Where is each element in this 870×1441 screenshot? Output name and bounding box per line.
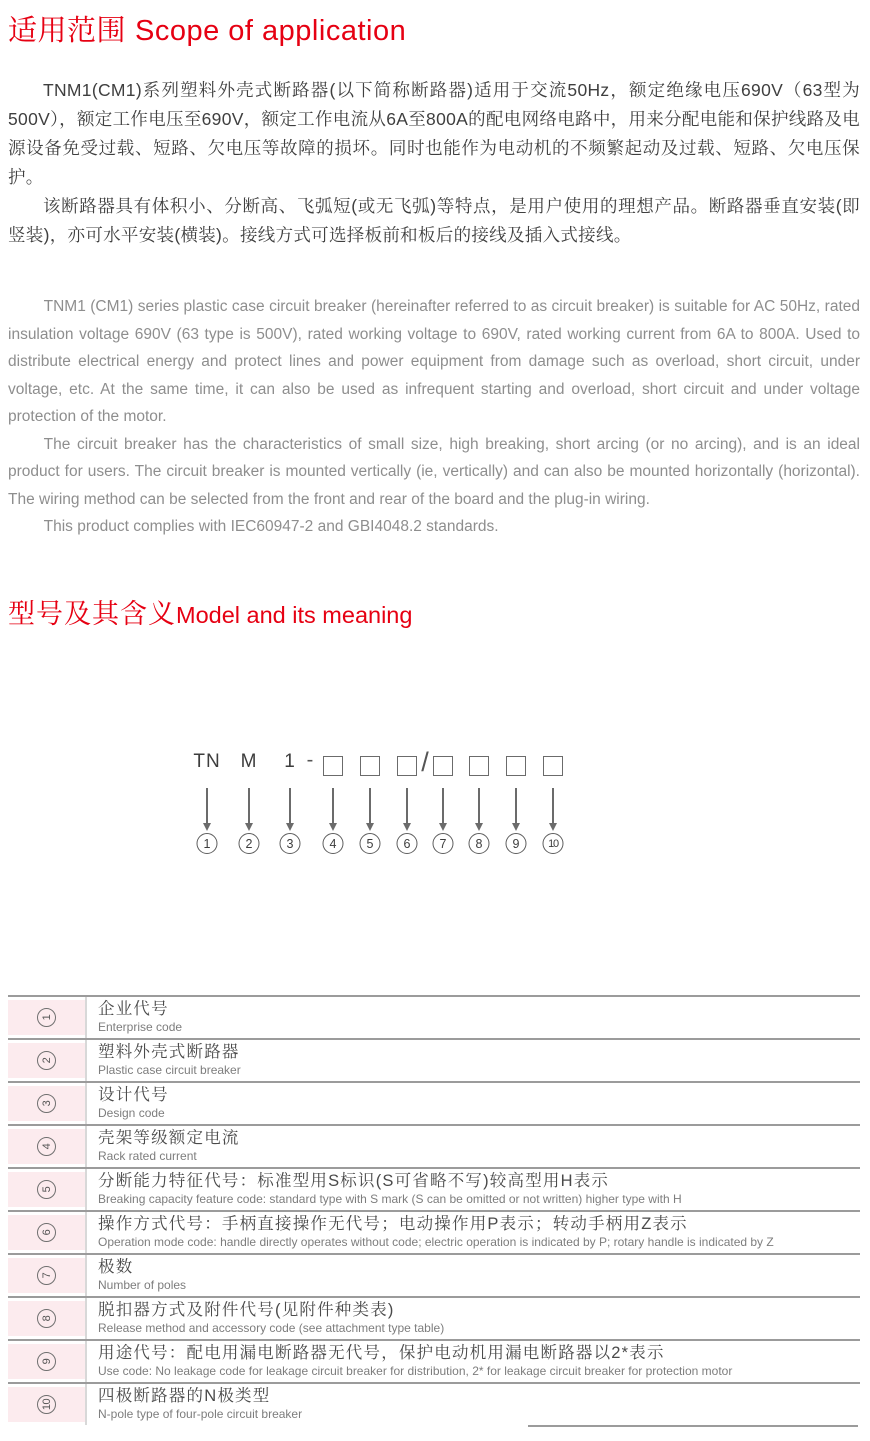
table-row [8,1253,860,1296]
table-row [8,1210,860,1253]
row-text-en: Enterprise code [98,1020,183,1034]
code-position [423,745,463,860]
code-prefix-text: M [240,751,258,772]
row-text-zh: 脱扣器方式及附件代号(见附件种类表) [98,1301,395,1319]
row-text-zh: 塑料外壳式断路器 [98,1043,240,1061]
zh-paragraph: 该断路器具有体积小、分断高、飞弧短(或无飞弧)等特点，是用户使用的理想产品。断路器垂直安装(即竖装)，亦可水平安装(横装)。接线方式可选择板前和板后的接线及插入式接线。 [8,196,860,245]
code-prefix-text: TN [193,751,221,772]
table-row [8,1081,860,1124]
row-number-cell [8,1344,85,1379]
section-title-model [8,592,412,631]
row-callout-number: 8 [37,1309,56,1328]
code-box [469,756,489,776]
row-number-cell [8,1301,85,1336]
down-arrow-icon [439,788,447,831]
row-callout-number: 6 [37,1223,56,1242]
row-callout-number: 7 [37,1266,56,1285]
row-callout-number: 9 [37,1352,56,1371]
row-number-cell [8,1129,85,1164]
code-box [543,756,563,776]
row-callout-number: 3 [37,1094,56,1113]
table-row [8,1296,860,1339]
callout-number: 9 [506,833,527,854]
row-description-cell [98,1341,860,1382]
slash-separator: / [421,747,429,777]
row-description-cell [98,1255,860,1296]
table-row [8,1167,860,1210]
en-paragraph: TNM1 (CM1) series plastic case circuit breaker (hereinafter referred to as circuit breaker) is suitable for AC 50Hz, rated insulation voltage 690V (63 type is 500V), rated working voltage to 690V, rated working current from 6A to 800A. Used to distribute electrical energy and protect lines and power equipment from damage such as overload, short circuit, under voltage, etc. At the same time, it can also be used as infrequent starting and overload, short circuit and under voltage protection of the motor. [8,298,860,425]
row-text-zh: 企业代号 [98,1000,169,1018]
down-arrow-icon [475,788,483,831]
callout-number: 2 [239,833,260,854]
callout-number: 4 [323,833,344,854]
row-text-en: Plastic case circuit breaker [98,1063,241,1077]
row-callout-number: 5 [37,1180,56,1199]
callout-number: 10 [543,833,564,854]
row-callout-number: 1 [37,1008,56,1027]
model-code-table [8,995,860,1427]
down-arrow-icon [512,788,520,831]
row-text-zh: 四极断路器的N极类型 [98,1387,271,1405]
callout-number: 8 [469,833,490,854]
code-position [350,745,390,860]
code-position [313,745,353,860]
row-text-zh: 用途代号：配电用漏电断路器无代号，保护电动机用漏电断路器以2*表示 [98,1344,665,1362]
row-text-zh: 壳架等级额定电流 [98,1129,240,1147]
row-description-cell [98,1384,860,1425]
row-number-cell [8,1172,85,1207]
row-callout-number: 4 [37,1137,56,1156]
section-title-model-en: Model and its meaning [176,602,413,628]
code-box [360,756,380,776]
section-title-scope-zh: 适用范围 [8,15,127,47]
down-arrow-icon [329,788,337,831]
row-description-cell [98,1126,860,1167]
table-row [8,1124,860,1167]
callout-number: 7 [433,833,454,854]
code-position [496,745,536,860]
section-title-model-zh: 型号及其含义 [8,599,176,629]
row-description-cell [98,1169,860,1210]
row-description-cell [98,1298,860,1339]
down-arrow-icon [549,788,557,831]
callout-number: 6 [397,833,418,854]
code-position [533,745,573,860]
row-text-en: Release method and accessory code (see attachment type table) [98,1321,445,1335]
code-box [433,756,453,776]
down-arrow-icon [366,788,374,831]
en-paragraph: This product complies with IEC60947-2 and GBI4048.2 standards. [43,518,499,535]
zh-paragraph: TNM1(CM1)系列塑料外壳式断路器(以下简称断路器)适用于交流50Hz，额定绝缘电压690V（63型为500V），额定工作电压至690V，额定工作电流从6A至800A的配电网络电路中，用来分配电能和保护线路及电源设备免受过载、短路、欠电压等故障的损坏。同时也能作为电动机的不频繁起动及过载、短路、欠电压保护。 [8,80,860,187]
table-row [8,1038,860,1081]
dash-separator: - [306,749,314,771]
row-text-zh: 设计代号 [98,1086,169,1104]
row-number-cell [8,1086,85,1121]
table-row [8,1382,860,1425]
callout-number: 5 [360,833,381,854]
callout-number: 3 [280,833,301,854]
row-number-cell [8,1258,85,1293]
row-number-cell [8,1000,85,1035]
model-code-diagram [0,745,870,870]
row-text-en: N-pole type of four-pole circuit breaker [98,1407,303,1421]
down-arrow-icon [203,788,211,831]
section-title-scope-en: Scope of application [135,15,407,47]
code-position [459,745,499,860]
row-callout-number: 10 [37,1395,56,1414]
row-number-cell [8,1387,85,1422]
row-text-en: Rack rated current [98,1149,197,1163]
row-text-en: Breaking capacity feature code: standard type with S mark (S can be omitted or not written) higher type with H [98,1192,682,1206]
table-row [8,995,860,1038]
row-text-zh: 极数 [98,1258,134,1276]
code-position [229,745,269,860]
row-text-zh: 操作方式代号：手柄直接操作无代号；电动操作用P表示；转动手柄用Z表示 [98,1215,688,1233]
english-description [8,293,860,541]
row-description-cell [98,1040,860,1081]
row-text-zh: 分断能力特征代号：标准型用S标识(S可省略不写)较高型用H表示 [98,1172,610,1190]
section-title-scope [8,8,406,49]
chinese-description [8,76,860,250]
code-prefix-text: 1 [284,751,296,772]
en-paragraph: The circuit breaker has the characteristics of small size, high breaking, short arcing (or no arcing), and is an ideal product for users. The circuit breaker is mounted vertically (ie, vertically) and can also be mounted horizontally (horizontal). The wiring method can be selected from the front and rear of the board and the plug-in wiring. [8,435,860,508]
code-box [323,756,343,776]
row-description-cell [98,1212,860,1253]
row-callout-number: 2 [37,1051,56,1070]
row-text-en: Number of poles [98,1278,187,1292]
row-description-cell [98,1083,860,1124]
table-bottom-rule [528,1425,858,1427]
row-number-cell [8,1215,85,1250]
row-description-cell [98,997,860,1038]
callout-number: 1 [197,833,218,854]
down-arrow-icon [245,788,253,831]
code-position [187,745,227,860]
row-text-en: Design code [98,1106,165,1120]
row-text-en: Use code: No leakage code for leakage circuit breaker for distribution, 2* for leakage circuit breaker for protection motor [98,1364,733,1378]
table-row [8,1339,860,1382]
row-text-en: Operation mode code: handle directly operates without code; electric operation is indicated by P; rotary handle is indicated by Z [98,1235,774,1249]
code-box [506,756,526,776]
row-number-cell [8,1043,85,1078]
